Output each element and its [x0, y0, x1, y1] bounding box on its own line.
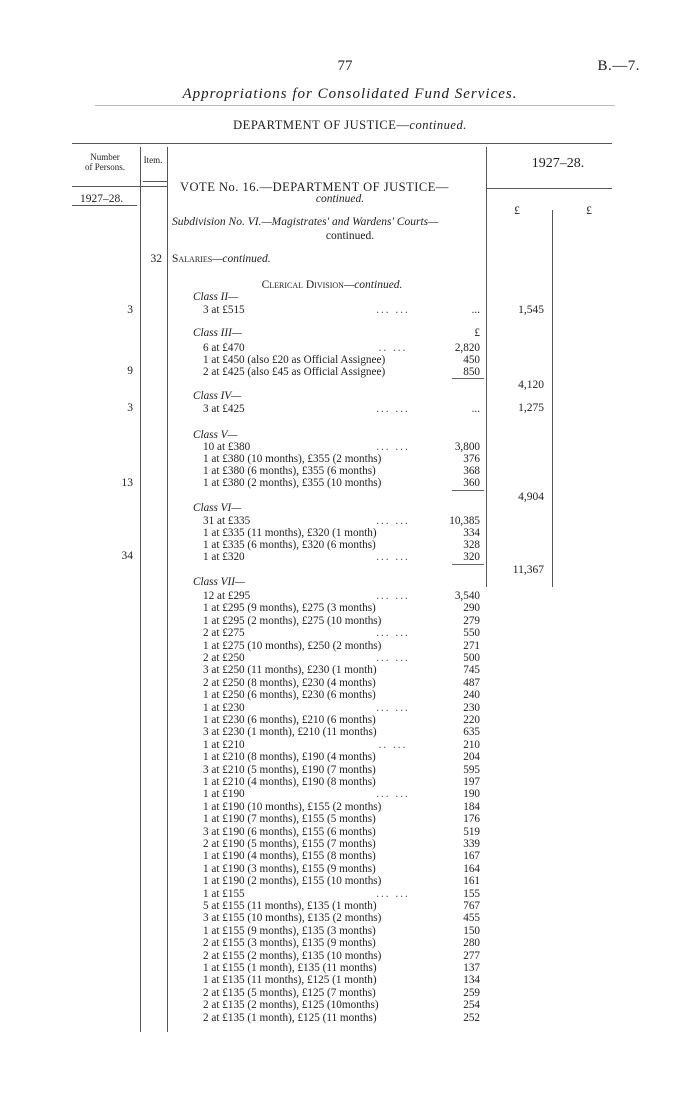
currency-right: £ [586, 205, 592, 217]
line-amount: 271 [463, 639, 480, 652]
class-line [0, 776, 700, 789]
line-amount: 190 [463, 788, 480, 801]
line-amount: 635 [463, 726, 480, 739]
line-amount: 176 [463, 813, 480, 826]
year-label-rule [72, 205, 137, 206]
class-line [0, 1012, 700, 1025]
class-line [0, 652, 700, 665]
class-line [0, 838, 700, 851]
line-description: 2 at £155 (2 months), £135 (10 months) [203, 949, 382, 962]
line-description: 1 at £135 (11 months), £125 (1 month) [203, 974, 377, 987]
salaries-label: Salaries [172, 253, 213, 265]
line-amount: 197 [463, 776, 480, 788]
subdivision-heading: Subdivision No. VI.—Magistrates' and Wardens' Courts— [172, 216, 439, 228]
line-description: 5 at £155 (11 months), £135 (1 month) [203, 900, 377, 912]
line-description: 31 at £335 [203, 515, 251, 527]
line-amount: 240 [463, 689, 480, 702]
class-line [0, 602, 700, 615]
line-amount: 164 [463, 862, 480, 875]
subdivision-continued: continued. [325, 230, 375, 242]
class-title: Class VI— [193, 502, 242, 514]
line-description: 3 at £230 (1 month), £210 (11 months) [203, 726, 377, 739]
class-line [0, 863, 700, 876]
department-heading-main: DEPARTMENT OF JUSTICE— [233, 118, 410, 132]
line-amount: 339 [463, 838, 480, 850]
line-description: 1 at £335 (11 months), £320 (1 month) [203, 527, 377, 539]
line-description: 3 at £425 [203, 403, 245, 415]
line-description: 6 at £470 [203, 342, 245, 354]
class-line [0, 801, 700, 814]
class-title: Class V— [193, 429, 238, 441]
line-description: 2 at £135 (2 months), £125 (10months) [203, 999, 379, 1012]
class-line [0, 999, 700, 1012]
class-total: 1,275 [518, 402, 544, 414]
subtotal-rule [452, 378, 484, 379]
persons-count: 34 [121, 550, 133, 562]
line-amount: 595 [463, 763, 480, 776]
class-line [0, 888, 700, 901]
pound-sign: £ [474, 327, 480, 339]
line-amount: 360 [463, 477, 480, 489]
running-title: Appropriations for Consolidated Fund Services. [182, 86, 518, 102]
line-description: 2 at £250 (8 months), £230 (4 months) [203, 676, 376, 689]
line-amount: 150 [463, 924, 480, 937]
line-description: 1 at £190 [203, 788, 245, 801]
line-amount: 137 [463, 962, 480, 974]
line-amount: 161 [463, 875, 480, 888]
persons-header-line-1: Number [90, 152, 120, 162]
dot-leader: ... ... [376, 551, 410, 563]
line-amount: 550 [463, 627, 480, 640]
dot-leader: .. ... [378, 738, 408, 751]
class-line [0, 962, 700, 975]
year-column-header: 1927–28. [531, 156, 585, 171]
department-heading-continued: continued. [409, 118, 467, 132]
class-title: Class III— [193, 327, 242, 339]
class-line [0, 764, 700, 777]
class-line [0, 627, 700, 640]
persons-count: 13 [121, 477, 133, 489]
dot-leader: ... ... [376, 627, 410, 640]
line-description: 1 at £320 [203, 551, 245, 563]
class-title: Class IV— [193, 390, 242, 402]
class-line [0, 925, 700, 938]
line-amount: 500 [463, 652, 480, 664]
left-header-rule [72, 186, 167, 187]
line-description: 10 at £380 [203, 441, 251, 453]
dot-leader: .. ... [378, 342, 408, 354]
dot-leader: ... ... [376, 887, 410, 900]
line-description: 1 at £190 (7 months), £155 (5 months) [203, 813, 376, 826]
division-continued: —continued. [343, 279, 403, 291]
salaries-continued: —continued. [212, 253, 271, 265]
dot-leader: ... ... [376, 788, 410, 801]
line-description: 1 at £250 (6 months), £230 (6 months) [203, 689, 376, 702]
line-amount: 259 [463, 986, 480, 999]
line-description: 1 at £155 [203, 887, 245, 900]
line-amount: 220 [463, 714, 480, 726]
line-description: 2 at £135 (5 months), £125 (7 months) [203, 986, 376, 999]
currency-left: £ [514, 205, 520, 217]
dot-leader: ... ... [376, 515, 410, 527]
persons-count: 3 [127, 304, 133, 316]
line-description: 1 at £295 (2 months), £275 (10 months) [203, 614, 382, 627]
line-description: 1 at £380 (6 months), £355 (6 months) [203, 465, 376, 477]
year-header-rule [486, 188, 612, 189]
line-description: 2 at £190 (5 months), £155 (7 months) [203, 838, 376, 850]
class-total: 4,904 [518, 491, 544, 503]
line-description: 1 at £210 (8 months), £190 (4 months) [203, 751, 376, 764]
class-line [0, 850, 700, 863]
division-label: Clerical Division [261, 279, 344, 291]
class-line [0, 590, 700, 603]
item-number: 32 [150, 253, 162, 265]
line-amount: 487 [463, 676, 480, 689]
line-amount: 280 [463, 937, 480, 950]
line-amount: 210 [463, 738, 480, 751]
line-amount: 450 [463, 354, 480, 366]
line-amount: 519 [463, 825, 480, 838]
line-amount: 320 [463, 551, 480, 563]
page-number: 77 [337, 58, 353, 74]
line-amount: 134 [463, 974, 480, 987]
line-amount: 290 [463, 602, 480, 615]
dot-leader: ... ... [376, 701, 410, 714]
line-amount: 167 [463, 850, 480, 863]
class-total: 4,120 [518, 379, 544, 391]
item-header-rule [143, 181, 167, 182]
line-description: 1 at £190 (2 months), £155 (10 months) [203, 875, 382, 888]
class-line [0, 615, 700, 628]
line-description: 1 at £190 (10 months), £155 (2 months) [203, 800, 382, 813]
item-column-header: Item. [143, 155, 163, 165]
line-amount: 204 [463, 751, 480, 764]
class-line [0, 689, 700, 702]
class-line [0, 875, 700, 888]
line-amount: 334 [463, 527, 480, 539]
line-description: 1 at £155 (1 month), £135 (11 months) [203, 962, 377, 974]
line-description: 3 at £250 (11 months), £230 (1 month) [203, 664, 377, 677]
vote-title: VOTE No. 16.—DEPARTMENT OF JUSTICE— [180, 180, 449, 194]
persons-column-header [76, 152, 134, 172]
line-description: 3 at £155 (10 months), £135 (2 months) [203, 912, 382, 925]
class-line [0, 974, 700, 987]
line-amount: 279 [463, 614, 480, 627]
class-line [0, 640, 700, 653]
division-heading [192, 279, 472, 291]
line-description: 3 at £210 (5 months), £190 (7 months) [203, 763, 376, 776]
persons-count: 3 [127, 402, 133, 414]
line-description: 3 at £190 (6 months), £155 (6 months) [203, 825, 376, 838]
dot-leader: ... ... [376, 403, 410, 415]
line-amount: ... [471, 403, 480, 415]
class-line [0, 826, 700, 839]
line-amount: 767 [463, 900, 480, 912]
line-description: 1 at £380 (2 months), £355 (10 months) [203, 477, 382, 489]
dot-leader: ... ... [376, 590, 410, 602]
line-amount: 10,385 [449, 515, 480, 527]
class-line [0, 937, 700, 950]
line-amount: 3,540 [454, 590, 480, 602]
line-amount: 745 [463, 664, 480, 677]
line-description: 12 at £295 [203, 590, 251, 602]
line-amount: 184 [463, 800, 480, 813]
class-title: Class VII— [193, 576, 245, 588]
class-line [0, 702, 700, 715]
vote-title-continued: continued. [315, 193, 365, 205]
line-description: 2 at £275 [203, 627, 245, 640]
line-amount: 2,820 [454, 342, 480, 354]
class-title: Class II— [193, 291, 239, 303]
class-line [0, 726, 700, 739]
line-amount: 3,800 [454, 441, 480, 453]
department-heading [0, 118, 700, 133]
line-description: 1 at £210 [203, 738, 245, 751]
line-amount: 455 [463, 912, 480, 925]
line-amount: 230 [463, 701, 480, 714]
year-label: 1927–28. [80, 193, 124, 205]
line-description: 1 at £155 (9 months), £135 (3 months) [203, 924, 376, 937]
subtotal-rule [452, 564, 484, 565]
line-amount: 328 [463, 539, 480, 551]
line-description: 3 at £515 [203, 304, 245, 316]
title-rule [95, 105, 615, 106]
class-line [0, 788, 700, 801]
class-line [0, 739, 700, 752]
salaries-heading [172, 253, 271, 265]
class-line [0, 912, 700, 925]
line-description: 1 at £335 (6 months), £320 (6 months) [203, 539, 376, 551]
line-amount: 254 [463, 999, 480, 1012]
line-amount: 376 [463, 453, 480, 465]
line-description: 1 at £190 (4 months), £155 (8 months) [203, 850, 376, 863]
table-top-rule [72, 143, 612, 144]
line-amount: 850 [463, 366, 480, 378]
line-description: 1 at £230 [203, 701, 245, 714]
line-description: 2 at £425 (also £45 as Official Assignee) [203, 366, 386, 378]
class-line [0, 677, 700, 690]
class-line [0, 950, 700, 963]
class-line [0, 813, 700, 826]
dot-leader: ... ... [376, 304, 410, 316]
line-description: 1 at £190 (3 months), £155 (9 months) [203, 862, 376, 875]
persons-count: 9 [127, 365, 133, 377]
document-reference: B.—7. [597, 58, 640, 74]
class-line [0, 987, 700, 1000]
dot-leader: ... ... [376, 441, 410, 453]
line-description: 1 at £380 (10 months), £355 (2 months) [203, 453, 382, 465]
line-description: 1 at £450 (also £20 as Official Assignee) [203, 354, 386, 366]
line-amount: 368 [463, 465, 480, 477]
line-description: 1 at £295 (9 months), £275 (3 months) [203, 602, 376, 615]
class-line [0, 714, 700, 727]
line-amount: 277 [463, 949, 480, 962]
line-amount: ... [471, 304, 480, 316]
persons-header-line-2: of Persons. [85, 162, 125, 172]
subtotal-rule [452, 490, 484, 491]
class-line [0, 900, 700, 913]
line-amount: 155 [463, 887, 480, 900]
class-line [0, 664, 700, 677]
line-description: 2 at £135 (1 month), £125 (11 months) [203, 1011, 377, 1024]
line-description: 2 at £250 [203, 652, 245, 664]
class-total: 11,367 [512, 564, 544, 576]
class-line [0, 751, 700, 764]
line-description: 2 at £155 (3 months), £135 (9 months) [203, 937, 376, 950]
line-description: 1 at £210 (4 months), £190 (8 months) [203, 776, 376, 788]
line-description: 1 at £230 (6 months), £210 (6 months) [203, 714, 376, 726]
line-amount: 252 [463, 1011, 480, 1024]
dot-leader: ... ... [376, 652, 410, 664]
class-total: 1,545 [518, 304, 544, 316]
line-description: 1 at £275 (10 months), £250 (2 months) [203, 639, 382, 652]
